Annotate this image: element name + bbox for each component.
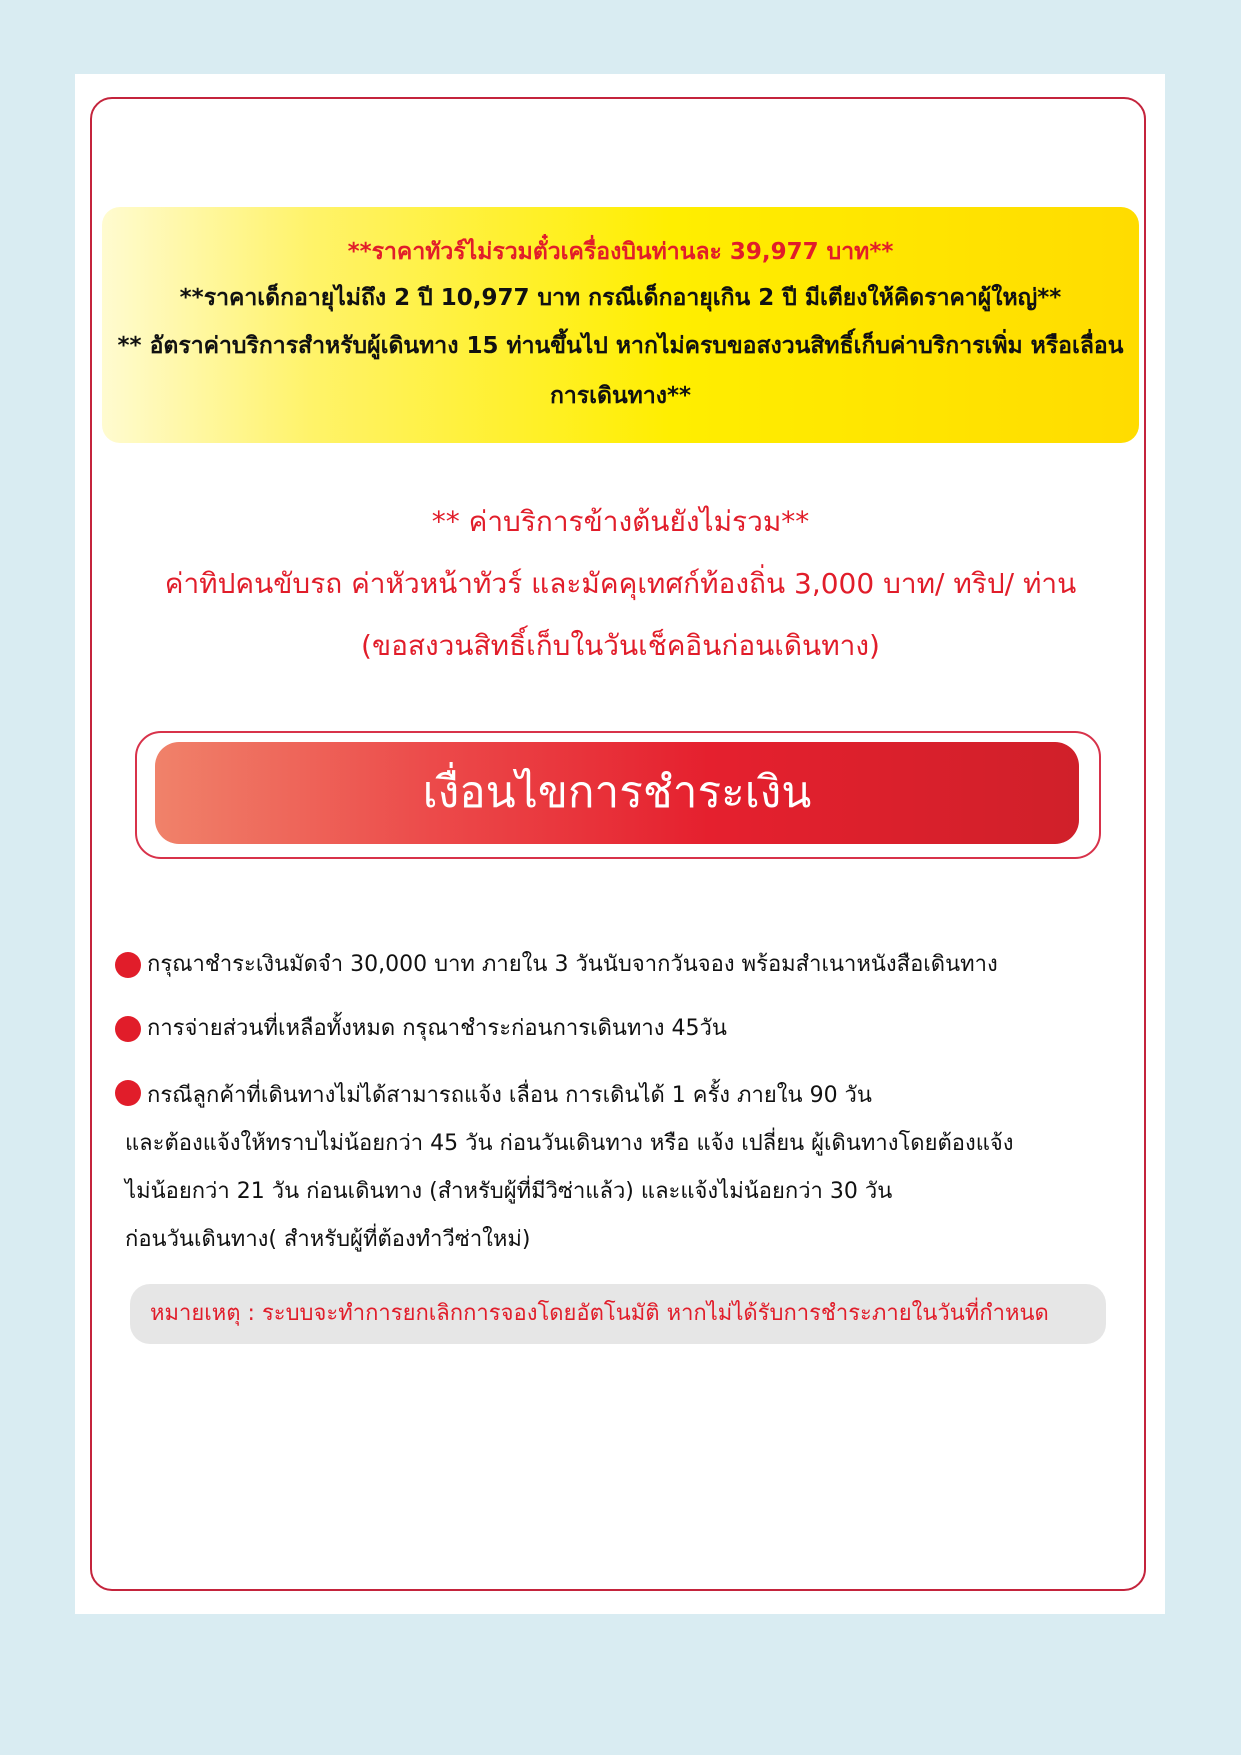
condition-text: กรุณาชำระเงินมัดจำ 30,000 บาท ภายใน 3 วันนับจากวันจอง พร้อมสำเนาหนังสือเดินทาง xyxy=(147,952,998,977)
group-size-note: ** อัตราค่าบริการสำหรับผู้เดินทาง 15 ท่านขึ้นไป หากไม่ครบขอสงวนสิทธิ์เก็บค่าบริการเพิ่ม หรือเลื่อนการเดินทาง** xyxy=(117,333,1124,409)
bullet-dot-icon xyxy=(115,1080,141,1106)
document-page xyxy=(75,74,1165,1614)
extra-fee-section xyxy=(102,492,1139,676)
payment-title-frame xyxy=(135,731,1101,859)
payment-conditions-list xyxy=(115,944,1125,1286)
child-price-note: **ราคาเด็กอายุไม่ถึง 2 ปี 10,977 บาท กรณีเด็กอายุเกิน 2 ปี มีเตียงให้คิดราคาผู้ใหญ่** xyxy=(179,285,1062,311)
list-item xyxy=(115,1072,1125,1264)
remark-box: หมายเหตุ : ระบบจะทำการยกเลิกการจองโดยอัตโนมัติ หากไม่ได้รับการชำระภายในวันที่กำหนด xyxy=(130,1284,1106,1344)
price-notes-box xyxy=(102,207,1139,443)
extra-fee-heading: ** ค่าบริการข้างต้นยังไม่รวม** xyxy=(431,505,810,538)
tour-price-note: **ราคาทัวร์ไม่รวมตั๋วเครื่องบินท่านละ 39,977 บาท** xyxy=(347,239,894,265)
condition-text-continued: และต้องแจ้งให้ทราบไม่น้อยกว่า 45 วัน ก่อนวันเดินทาง หรือ แจ้ง เปลี่ยน ผู้เดินทางโดยต้องแจ้ง xyxy=(125,1131,1014,1156)
extra-fee-note: (ขอสงวนสิทธิ์เก็บในวันเช็คอินก่อนเดินทาง) xyxy=(361,629,880,662)
list-item xyxy=(115,944,1125,986)
condition-text-continued: ก่อนวันเดินทาง( สำหรับผู้ที่ต้องทำวีซ่าใหม่) xyxy=(125,1227,531,1252)
bullet-dot-icon xyxy=(115,952,141,978)
extra-fee-detail: ค่าทิปคนขับรถ ค่าหัวหน้าทัวร์ และมัคคุเทศก์ท้องถิ่น 3,000 บาท/ ทริป/ ท่าน xyxy=(164,567,1077,600)
payment-title: เงื่อนไขการชำระเงิน xyxy=(155,742,1079,844)
condition-text: การจ่ายส่วนที่เหลือทั้งหมด กรุณาชำระก่อนการเดินทาง 45วัน xyxy=(147,1016,727,1041)
condition-text-continued: ไม่น้อยกว่า 21 วัน ก่อนเดินทาง (สำหรับผู้ที่มีวิซ่าแล้ว) และแจ้งไม่น้อยกว่า 30 วัน xyxy=(125,1179,893,1204)
condition-text: กรณีลูกค้าที่เดินทางไม่ได้สามารถแจ้ง เลื่อน การเดินได้ 1 ครั้ง ภายใน 90 วัน xyxy=(147,1083,872,1108)
list-item xyxy=(115,1008,1125,1050)
bullet-dot-icon xyxy=(115,1016,141,1042)
